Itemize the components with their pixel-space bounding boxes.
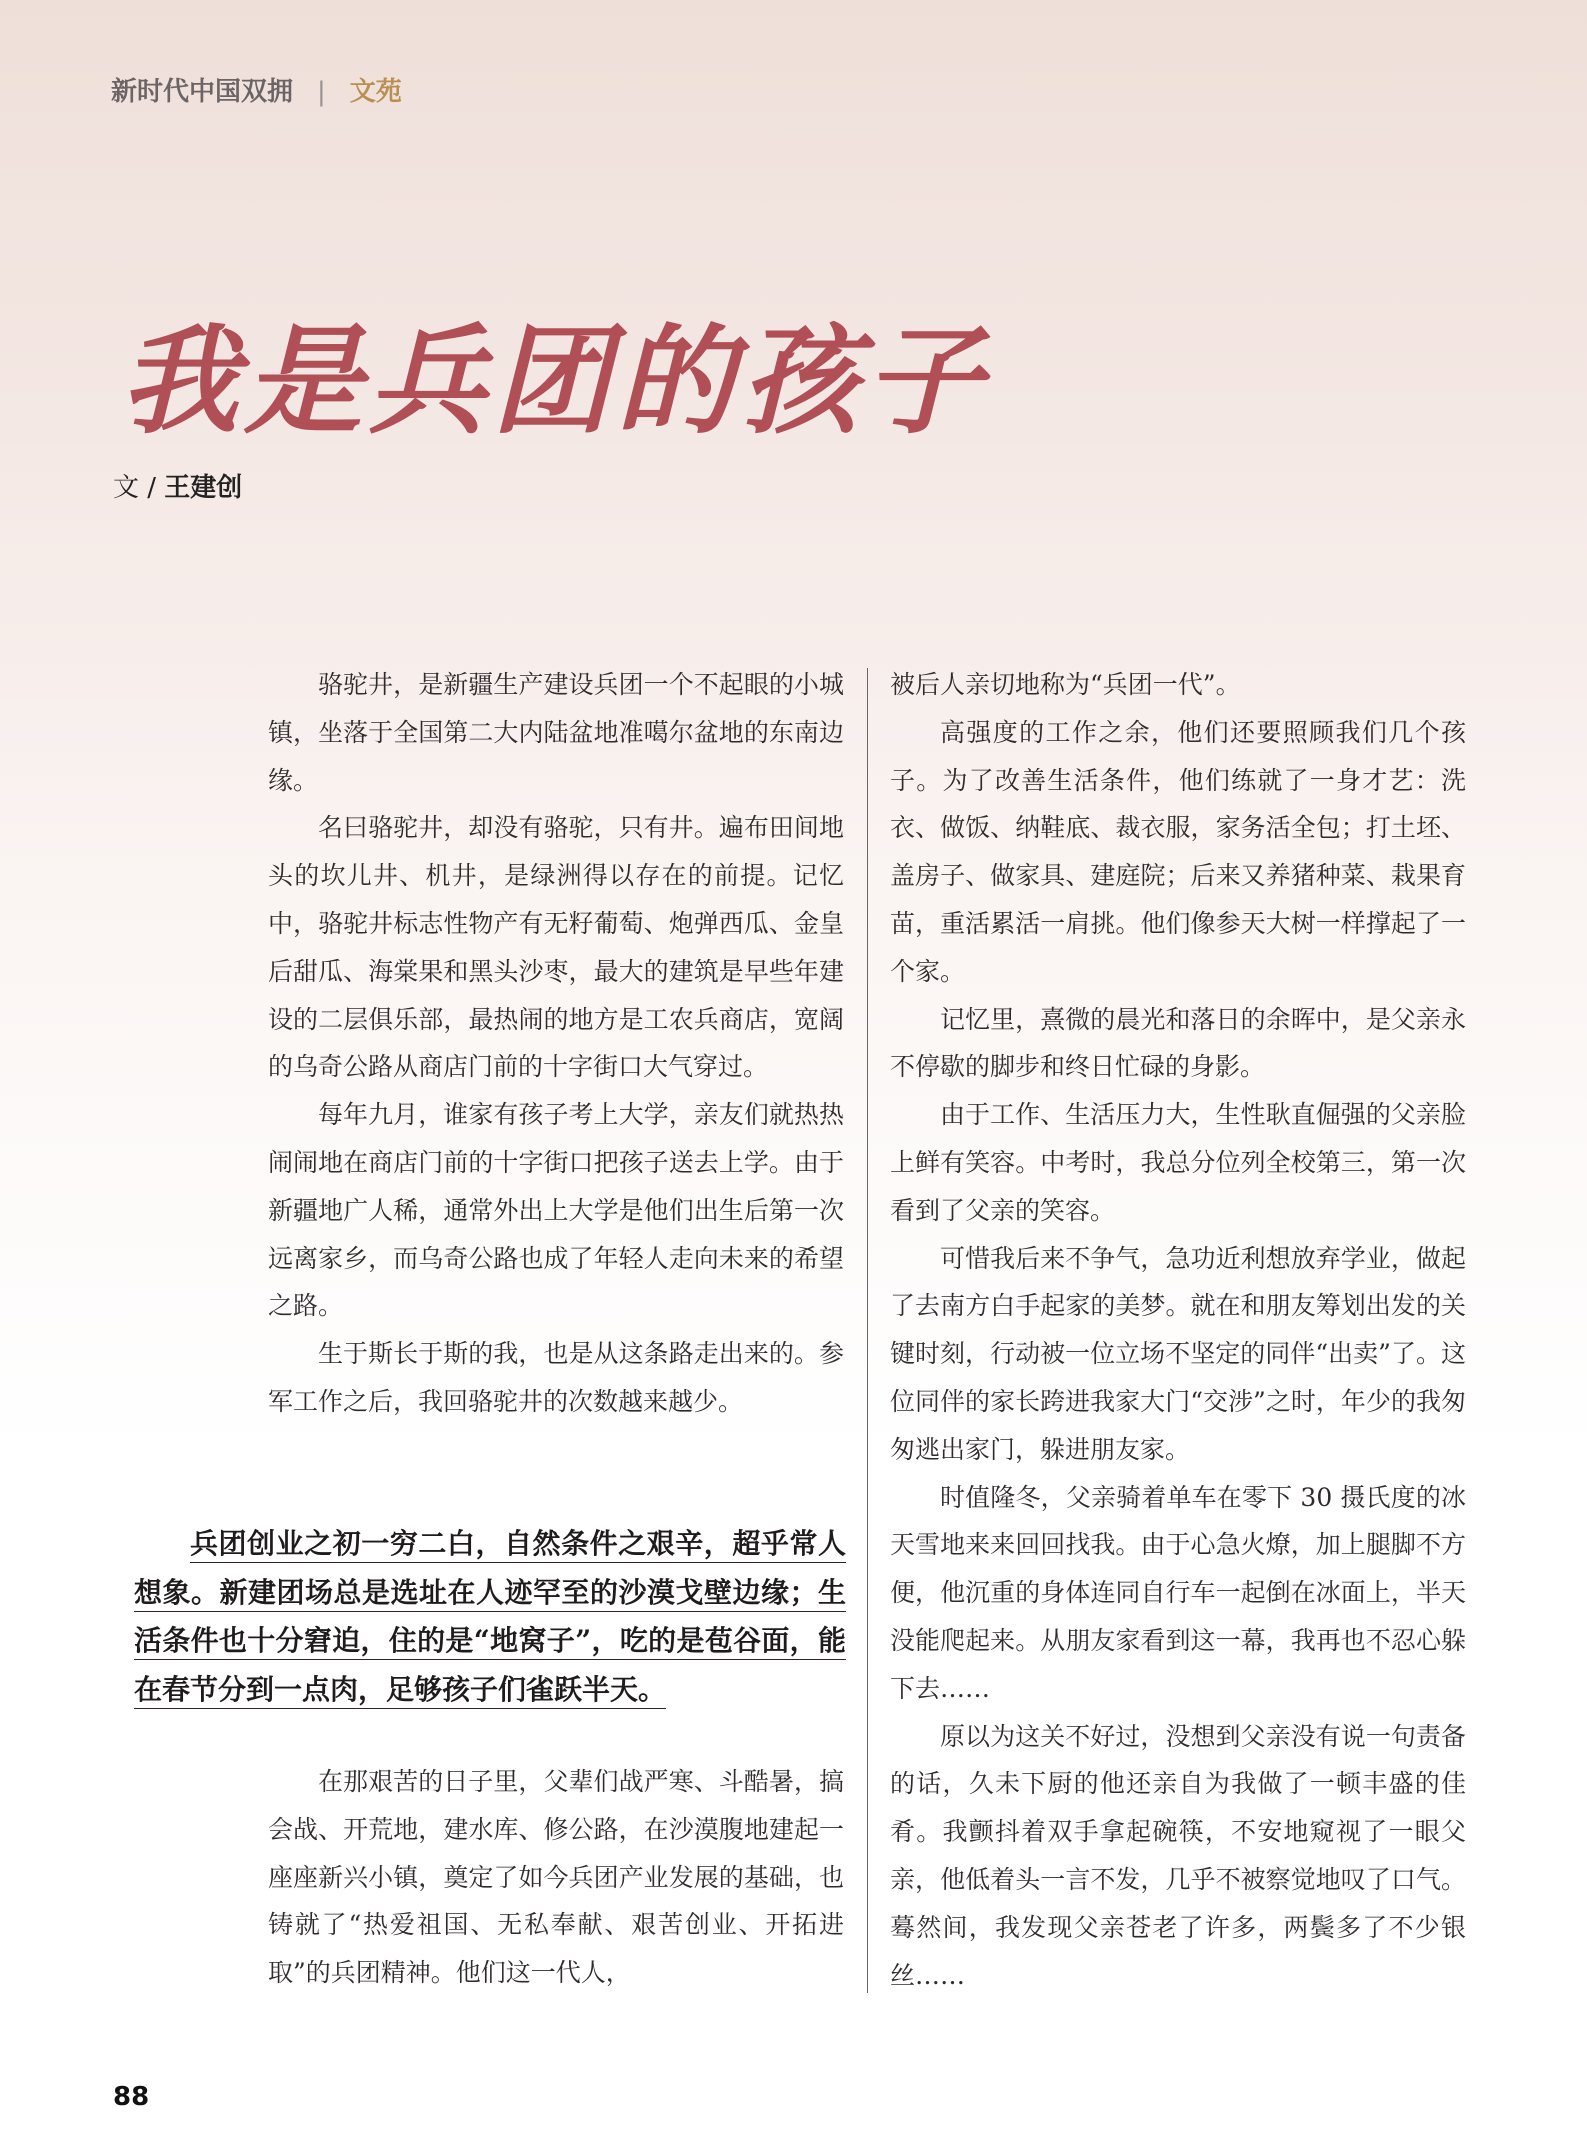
pull-quote-text: 兵团创业之初一穷二白，自然条件之艰辛，超乎常人想象。新建团场总是选址在人迹罕至的沙漠戈壁边缘；生活条件也十分窘迫，住的是“地窝子”，吃的是苞谷面，能在春节分到一点肉，足够孩子们雀跃半天。 xyxy=(134,1527,846,1706)
paragraph: 高强度的工作之余，他们还要照顾我们几个孩子。为了改善生活条件，他们练就了一身才艺：洗衣、做饭、纳鞋底、裁衣服，家务活全包；打土坯、盖房子、做家具、建庭院；后来又养猪种菜、栽果育苗，重活累活一肩挑。他们像参天大树一样撑起了一个家。 xyxy=(890,717,1466,986)
byline xyxy=(113,467,242,504)
paragraph: 可惜我后来不争气，急功近利想放弃学业，做起了去南方白手起家的美梦。就在和朋友筹划出发的关键时刻，行动被一位立场不坚定的同伴“出卖”了。这位同伴的家长跨进我家大门“交涉”之时，年少的我匆匆逃出家门，躲进朋友家。 xyxy=(890,1243,1466,1464)
magazine-name: 新时代中国双拥 xyxy=(111,77,294,107)
paragraph: 名曰骆驼井，却没有骆驼，只有井。遍布田间地头的坎儿井、机井，是绿洲得以存在的前提。记忆中，骆驼井标志性物产有无籽葡萄、炮弹西瓜、金皇后甜瓜、海棠果和黑头沙枣，最大的建筑是早些年建设的二层俱乐部，最热闹的地方是工农兵商店，宽阔的乌奇公路从商店门前的十字街口大气穿过。 xyxy=(268,813,844,1082)
column-divider xyxy=(867,668,868,1993)
pull-quote xyxy=(134,1520,846,1714)
header-separator: | xyxy=(317,77,326,107)
paragraph: 时值隆冬，父亲骑着单车在零下 30 摄氏度的冰天雪地来来回回找我。由于心急火燎，加上腿脚不方便，他沉重的身体连同自行车一起倒在冰面上，半天没能爬起来。从朋友家看到这一幕，我再也不忍心躲下去…… xyxy=(890,1482,1466,1703)
paragraph: 被后人亲切地称为“兵团一代”。 xyxy=(890,670,1241,699)
page-number: 88 xyxy=(113,2082,150,2112)
paragraph: 记忆里，熹微的晨光和落日的余晖中，是父亲永不停歇的脚步和终日忙碌的身影。 xyxy=(890,1004,1466,1082)
paragraph: 原以为这关不好过，没想到父亲没有说一句责备的话，久未下厨的他还亲自为我做了一顿丰盛的佳肴。我颤抖着双手拿起碗筷，不安地窥视了一眼父亲，他低着头一言不发，几乎不被察觉地叹了口气。蓦然间，我发现父亲苍老了许多，两鬓多了不少银丝…… xyxy=(890,1721,1466,1990)
paragraph: 骆驼井，是新疆生产建设兵团一个不起眼的小城镇，坐落于全国第二大内陆盆地准噶尔盆地的东南边缘。 xyxy=(268,670,844,795)
column-right xyxy=(890,661,1466,1999)
article-title: 我是兵团的孩子 xyxy=(120,311,989,450)
paragraph: 在那艰苦的日子里，父辈们战严寒、斗酷暑，搞会战、开荒地，建水库、修公路，在沙漠腹地建起一座座新兴小镇，奠定了如今兵团产业发展的基础，也铸就了“热爱祖国、无私奉献、艰苦创业、开拓进取”的兵团精神。他们这一代人， xyxy=(268,1767,844,1988)
running-header xyxy=(111,71,402,108)
paragraph: 生于斯长于斯的我，也是从这条路走出来的。参军工作之后，我回骆驼井的次数越来越少。 xyxy=(268,1339,844,1416)
column-left-top xyxy=(268,661,844,1426)
column-left-bottom xyxy=(268,1758,844,1997)
paragraph: 由于工作、生活压力大，生性耿直倔强的父亲脸上鲜有笑容。中考时，我总分位列全校第三，第一次看到了父亲的笑容。 xyxy=(890,1100,1466,1225)
byline-prefix: 文 / xyxy=(113,473,165,503)
paragraph: 每年九月，谁家有孩子考上大学，亲友们就热热闹闹地在商店门前的十字街口把孩子送去上学。由于新疆地广人稀，通常外出上大学是他们出生后第一次远离家乡，而乌奇公路也成了年轻人走向未来的希望之路。 xyxy=(268,1100,844,1321)
section-name: 文苑 xyxy=(349,77,402,107)
author-name: 王建创 xyxy=(164,473,243,503)
